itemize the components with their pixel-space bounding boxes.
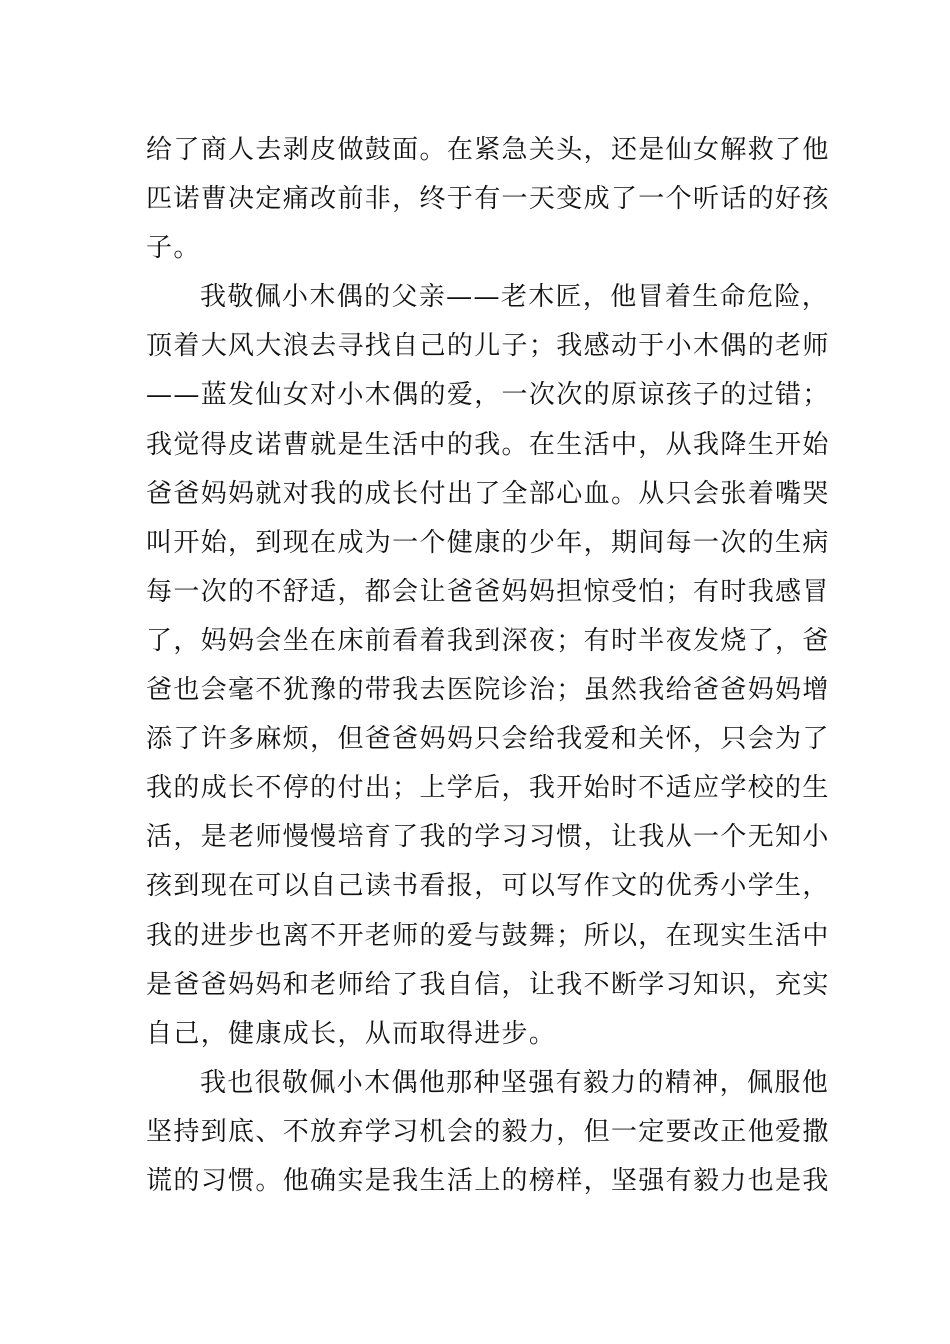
- text-line: 我觉得皮诺曹就是生活中的我。在生活中，从我降生开始: [146, 429, 830, 460]
- text-line: 爸也会毫不犹豫的带我去医院诊治；虽然我给爸爸妈妈增: [146, 675, 830, 706]
- text-line: 爸爸妈妈就对我的成长付出了全部心血。从只会张着嘴哭: [146, 478, 830, 509]
- text-line: 我敬佩小木偶的父亲——老木匠，他冒着生命危险，: [200, 282, 830, 313]
- text-line: ——蓝发仙女对小木偶的爱，一次次的原谅孩子的过错；: [146, 380, 830, 411]
- essay-body-text: [146, 126, 830, 1206]
- text-line: 子。: [146, 233, 201, 264]
- text-line: 是爸爸妈妈和老师给了我自信，让我不断学习知识，充实: [146, 969, 830, 1000]
- text-line: 给了商人去剥皮做鼓面。在紧急关头，还是仙女解救了他: [146, 135, 830, 165]
- text-line: 顶着大风大浪去寻找自己的儿子；我感动于小木偶的老师: [146, 331, 830, 362]
- text-line: 活，是老师慢慢培育了我的学习习惯，让我从一个无知小: [146, 822, 830, 853]
- text-line: 我也很敬佩小木偶他那种坚强有毅力的精神，佩服他: [200, 1067, 830, 1098]
- text-line: 自己，健康成长，从而取得进步。: [146, 1018, 557, 1049]
- text-line: 叫开始，到现在成为一个健康的少年，期间每一次的生病: [146, 527, 830, 558]
- text-line: 谎的习惯。他确实是我生活上的榜样，坚强有毅力也是我: [146, 1165, 830, 1196]
- text-line: 添了许多麻烦，但爸爸妈妈只会给我爱和关怀，只会为了: [146, 724, 830, 755]
- text-line: 每一次的不舒适，都会让爸爸妈妈担惊受怕；有时我感冒: [146, 576, 830, 607]
- text-line: 孩到现在可以自己读书看报，可以写作文的优秀小学生，: [146, 871, 830, 902]
- text-line: 我的进步也离不开老师的爱与鼓舞；所以，在现实生活中: [146, 920, 830, 951]
- text-line: 了，妈妈会坐在床前看着我到深夜；有时半夜发烧了，爸: [146, 625, 830, 656]
- text-line: 坚持到底、不放弃学习机会的毅力，但一定要改正他爱撒: [146, 1116, 830, 1147]
- text-line: 我的成长不停的付出；上学后，我开始时不适应学校的生: [146, 773, 830, 804]
- text-line: 匹诺曹决定痛改前非，终于有一天变成了一个听话的好孩: [146, 184, 830, 215]
